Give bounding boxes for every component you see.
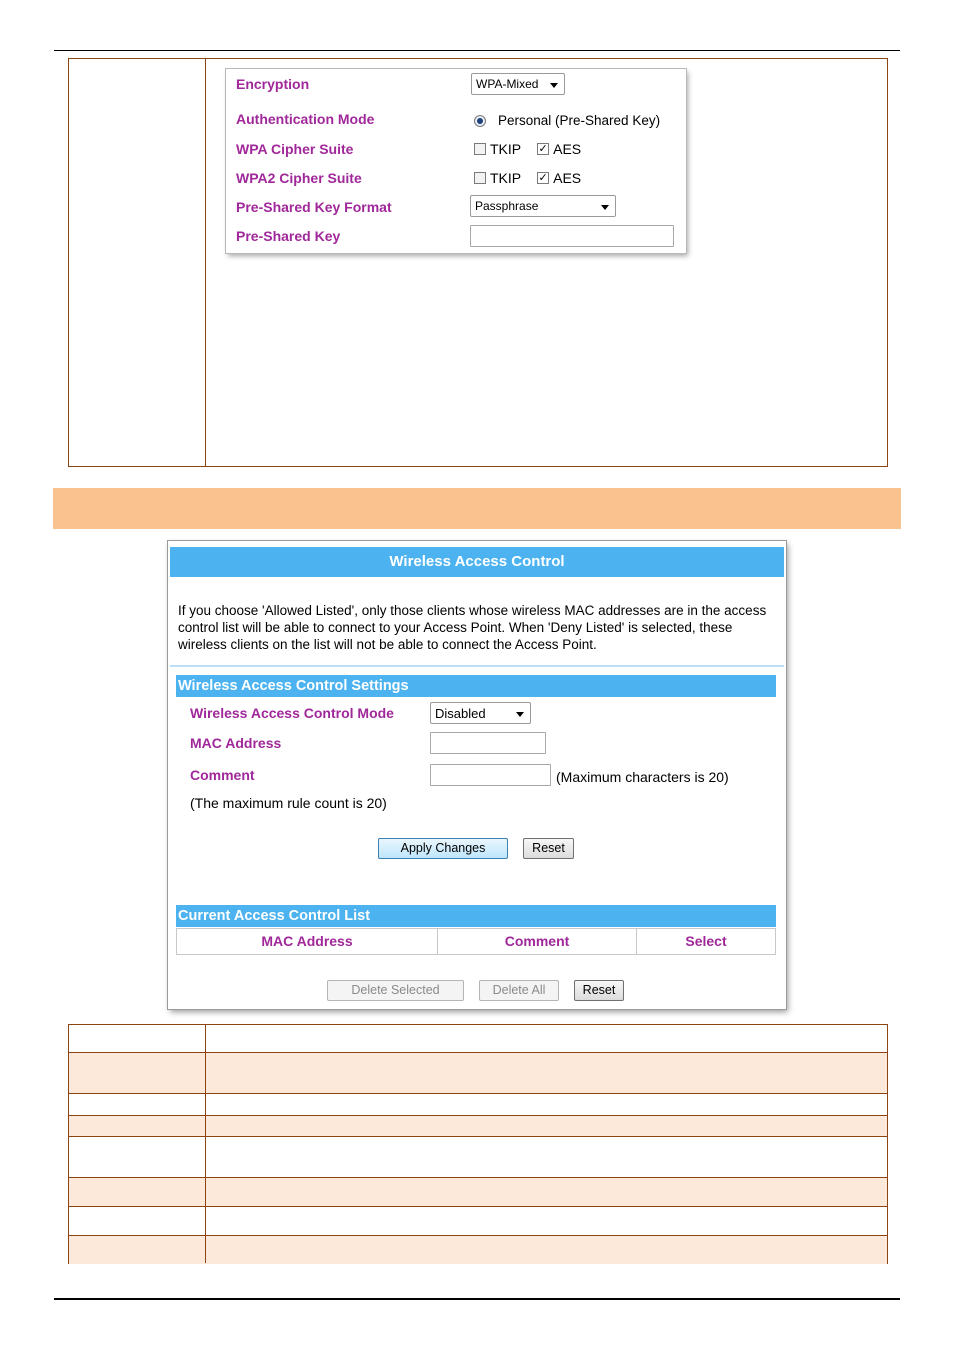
wpa2-cipher-label: WPA2 Cipher Suite [236,170,362,186]
wireless-access-control-panel [168,541,786,1009]
description-table [68,1024,888,1264]
header-rule [54,50,900,51]
psk-label: Pre-Shared Key [236,228,341,244]
wpa-tkip-checkbox[interactable] [474,143,486,155]
chevron-down-icon [550,83,558,88]
apply-changes-button[interactable]: Apply Changes [378,838,508,859]
column-header-comment: Comment [437,928,637,955]
chevron-down-icon [516,712,524,717]
reset-button[interactable]: Reset [523,838,574,859]
chevron-down-icon [601,205,609,210]
list-reset-button[interactable]: Reset [574,980,624,1001]
psk-format-select[interactable] [470,195,616,217]
column-header-select: Select [636,928,776,955]
encryption-select-value: WPA-Mixed [476,77,539,91]
comment-hint: (Maximum characters is 20) [556,769,729,785]
auth-mode-label: Authentication Mode [236,111,375,127]
wpa-aes-label: AES [553,141,582,157]
wpa-aes-checkbox[interactable]: ✓ [538,143,548,155]
access-list-section-header: Current Access Control List [176,905,776,927]
table-row [69,1052,887,1093]
wpa-cipher-label: WPA Cipher Suite [236,141,354,157]
wpa2-aes-label: AES [553,170,582,186]
table-row [69,1115,887,1136]
settings-section-header: Wireless Access Control Settings [176,675,776,697]
table-row [69,1235,887,1264]
comment-input[interactable] [430,764,551,786]
table-column-divider [205,1025,206,1263]
psk-format-value: Passphrase [475,199,539,213]
delete-all-button[interactable]: Delete All [479,980,559,1001]
panel-title: Wireless Access Control [170,547,784,577]
wpa2-aes-checkbox[interactable]: ✓ [538,172,548,184]
access-control-mode-label: Wireless Access Control Mode [190,705,394,721]
access-control-mode-select[interactable] [430,702,531,724]
panel-separator [170,665,784,667]
table-column-divider [205,59,206,466]
psk-input[interactable] [470,225,674,247]
table-row [69,1206,887,1235]
encryption-label: Encryption [236,76,310,92]
mac-address-label: MAC Address [190,735,282,751]
delete-selected-button[interactable]: Delete Selected [327,980,464,1001]
table-row [69,1177,887,1206]
encryption-select[interactable] [471,73,565,95]
auth-mode-radio[interactable] [474,115,486,127]
table-row [69,1136,887,1177]
mac-address-input[interactable] [430,732,546,754]
rule-count-note: (The maximum rule count is 20) [190,795,387,811]
encryption-settings-panel [226,69,686,253]
footer-rule [54,1298,900,1300]
column-header-mac-address: MAC Address [176,928,438,955]
table-row [69,1093,887,1115]
section-heading-bar [53,488,901,529]
auth-mode-value: Personal (Pre-Shared Key) [498,113,661,128]
comment-label: Comment [190,767,255,783]
psk-format-label: Pre-Shared Key Format [236,199,392,215]
wpa2-tkip-checkbox[interactable] [474,172,486,184]
access-control-mode-value: Disabled [435,705,486,721]
wpa-tkip-label: TKIP [490,141,522,157]
wpa2-tkip-label: TKIP [490,170,522,186]
panel-description: If you choose 'Allowed Listed', only those clients whose wireless MAC addresses are in the access control list will be able to connect to your Access Point. When 'Deny Listed' is selected, these wireless clients on the list will not be able to connect the Access Point. [178,603,767,652]
